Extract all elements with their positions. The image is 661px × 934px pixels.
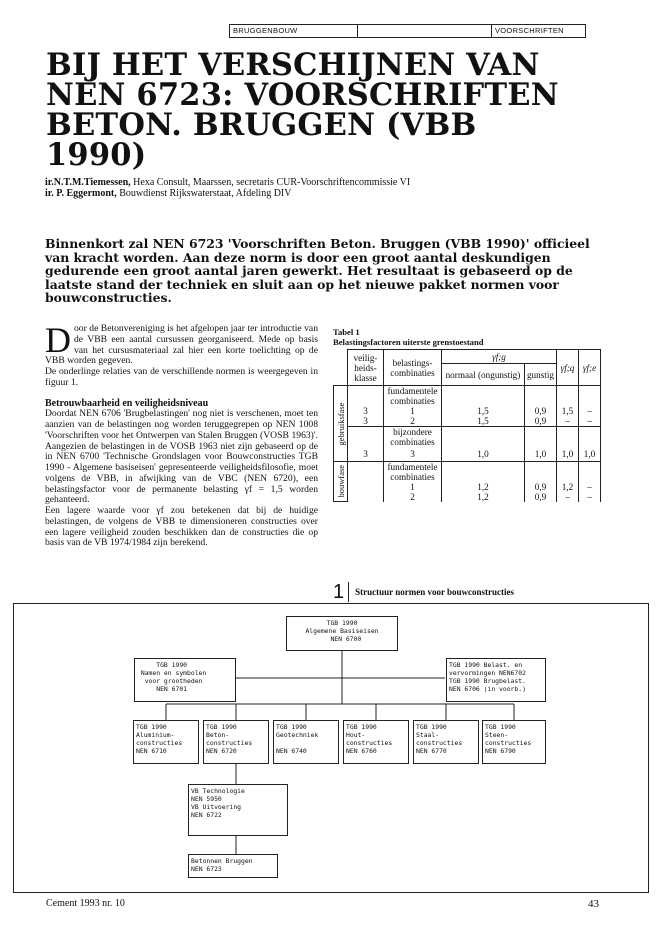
footer-journal: Cement 1993 nr. 10 (46, 898, 125, 909)
table-cell: – (579, 492, 601, 502)
article-title: BIJ HET VERSCHIJNEN VAN NEN 6723: VOORSCHRIFTEN BETON. BRUGGEN (VBB 1990) (46, 47, 559, 173)
author-name: ir.N.T.M.Tiemessen, (45, 177, 131, 188)
table-cell (579, 427, 601, 448)
header-normaal: normaal (ongunstig) (442, 364, 525, 386)
intro-text-2: De onderlinge relaties van de verschillende normen is weergegeven in figuur 1. (45, 366, 318, 388)
table-cell: 1,5 (442, 406, 525, 416)
table-cell (442, 386, 525, 407)
figure-caption (333, 582, 514, 602)
table-caption (333, 327, 484, 347)
header-comb: belastings-combinaties (384, 350, 442, 386)
page-number: 43 (588, 898, 599, 910)
table-cell: fundamentele combinaties (384, 386, 442, 407)
node-belastingen: TGB 1990 Belast. en vervormingen NEN6702 TGB 1990 Brugbelast. NEN 6706 (in voorb.) (446, 658, 546, 702)
table-cell: 1,2 (442, 482, 525, 492)
table-cell: 1,0 (442, 447, 525, 461)
table-cell (348, 492, 384, 502)
figure-number: 1 (333, 582, 349, 602)
node-tgb-basiseisen: TGB 1990 Algemene Basiseisen NEN 6700 (286, 616, 398, 651)
paragraph: Een lagere waarde voor γf zou betekenen dat bij de huidige belastingen, de volgens de VBB te dimensioneren constructies over een lagere veiligheid zouden beschikken dan de constructies die op basis van de VB 1974/1984 zijn berekend. (45, 505, 318, 549)
author-name: ir. P. Eggermont, (45, 188, 117, 199)
table-cell: 1,0 (524, 447, 556, 461)
table-cell: 1 (384, 406, 442, 416)
node-staal: TGB 1990 Staal- constructies NEN 6770 (413, 720, 479, 764)
table-cell (524, 386, 556, 407)
header-gunstig: gunstig (524, 364, 556, 386)
table-cell: 1,0 (557, 447, 579, 461)
phase-label: bouwfase (334, 461, 348, 502)
node-vb: VB Technologie NEN 5950 VB Uitvoering NEN 6722 (188, 784, 288, 836)
section-sublabel: VOORSCHRIFTEN (495, 26, 564, 35)
table-cell (442, 461, 525, 482)
table-cell: 3 (348, 416, 384, 427)
body-column (45, 320, 318, 549)
table-cell: 2 (384, 492, 442, 502)
table-cell: bijzondere combinaties (384, 427, 442, 448)
header-gfe: γf;e (579, 350, 601, 386)
table-cell: – (557, 492, 579, 502)
drop-cap: D (45, 320, 71, 360)
section-spacer (358, 25, 492, 37)
table-cell (524, 427, 556, 448)
authors (45, 177, 410, 199)
table-cell (579, 461, 601, 482)
table-cell (557, 386, 579, 407)
table-cell: 2 (384, 416, 442, 427)
header-gfq: γf;q (557, 350, 579, 386)
table-cell (348, 386, 384, 407)
header-klasse: veilig-heids-klasse (348, 350, 384, 386)
table-cell (348, 427, 384, 448)
table-cell (557, 427, 579, 448)
load-factor-table (333, 349, 601, 502)
section-label: BRUGGENBOUW (230, 25, 358, 37)
table-cell: 0,9 (524, 406, 556, 416)
table-cell (348, 461, 384, 482)
author-2 (45, 188, 410, 199)
section-heading: Betrouwbaarheid en veiligheidsniveau (45, 397, 209, 409)
lead-paragraph: Binnenkort zal NEN 6723 'Voorschriften Beton. Bruggen (VBB 1990)' officieel van kracht worden. Aan deze norm is door een groot aantal deskundigen gedurende een groot aantal jaren gewerkt. Het resultaat is gebaseerd op de laatste stand der techniek en sluit aan op het nieuwe pakket normen voor bouwconstructies. (45, 236, 590, 305)
table-cell: 1,5 (442, 416, 525, 427)
node-hout: TGB 1990 Hout- constructies NEN 6760 (343, 720, 409, 764)
table-cell (524, 461, 556, 482)
node-beton: TGB 1990 Beton- constructies NEN 6720 (203, 720, 269, 764)
table-cell (557, 461, 579, 482)
table-cell (442, 427, 525, 448)
node-steen: TGB 1990 Steen- constructies NEN 6790 (482, 720, 546, 764)
table-cell: 3 (348, 406, 384, 416)
table-cell: 1,5 (557, 406, 579, 416)
table-cell: 3 (348, 447, 384, 461)
table-cell: 1,2 (557, 482, 579, 492)
node-aluminium: TGB 1990 Aluminium- constructies NEN 6710 (133, 720, 199, 764)
table-number: Tabel 1 (333, 327, 360, 337)
table-cell: – (557, 416, 579, 427)
author-1 (45, 177, 410, 188)
norms-diagram (13, 603, 649, 893)
table-cell (579, 386, 601, 407)
section-header (229, 24, 586, 38)
node-geotechniek: TGB 1990 Geotechniek NEN 6740 (273, 720, 339, 764)
figure-title: Structuur normen voor bouwconstructies (355, 587, 515, 597)
intro-text: oor de Betonvereniging is het afgelopen jaar ter introductie van de VBB een aantal cursussen georganiseerd. Mede op basis van het cursusmateriaal zal hier een korte toelichting op de VBB worden gegeven. (45, 323, 318, 367)
table-cell: – (579, 416, 601, 427)
table-cell: 0,9 (524, 492, 556, 502)
table-cell: 1 (384, 482, 442, 492)
table-cell: – (579, 406, 601, 416)
paragraph: Doordat NEN 6706 'Brugbelastingen' nog niet is verschenen, moet ten aanzien van de belastingen nog worden teruggegrepen op NEN 1008 'Voorschriften voor het Ontwerpen van Stalen Bruggen (VOSB 1963)'. Aangezien de belastingen in de VOSB 1963 niet zijn gebaseerd op de in NEN 6700 'Technische Grondslagen voor Bouwconstructies TGB 1990 - Algemene basiseisen' gepresenteerde veiligheidsfilosofie, moet volgens de VBB, in afwijking van de VBC (NEN 6720), een belastingsfactor voor de permanente belasting γf = 1,5 worden gehanteerd. (45, 408, 318, 506)
table-cell (348, 482, 384, 492)
node-betonnen-bruggen: Betonnen Bruggen NEN 6723 (188, 854, 278, 878)
table-cell: 1,0 (579, 447, 601, 461)
table-cell: 0,9 (524, 416, 556, 427)
table-cell: 0,9 (524, 482, 556, 492)
author-affiliation: Bouwdienst Rijkswaterstaat, Afdeling DIV (116, 188, 292, 199)
table-cell: – (579, 482, 601, 492)
phase-label: gebruiksfase (334, 386, 348, 462)
header-gfg: γf;g (442, 350, 557, 364)
node-namen-symbolen: TGB 1990 Namen en symbolen voor grootheden NEN 6701 (134, 658, 236, 702)
table-cell: 3 (384, 447, 442, 461)
table-title: Belastingsfactoren uiterste grenstoestand (333, 337, 484, 347)
table-cell: fundamentele combinaties (384, 461, 442, 482)
author-affiliation: Hexa Consult, Maarssen, secretaris CUR-Voorschriftencommissie VI (130, 177, 411, 188)
table-cell: 1,2 (442, 492, 525, 502)
